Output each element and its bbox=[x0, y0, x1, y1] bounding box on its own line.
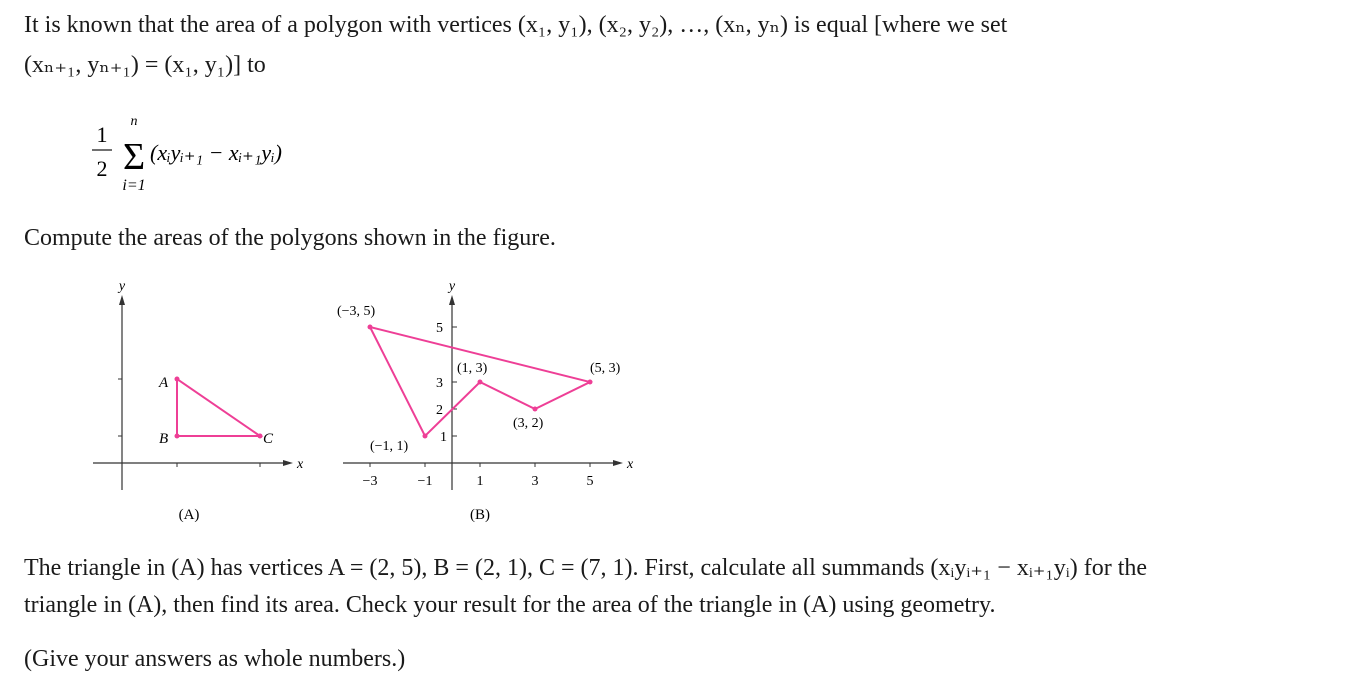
vertex-label: (1, 3) bbox=[457, 361, 488, 376]
y-tick-label: 5 bbox=[436, 321, 443, 336]
vertex-point bbox=[533, 407, 538, 412]
x-tick-label: 5 bbox=[586, 474, 594, 489]
intro-line-2: (xₙ₊₁, yₙ₊₁) = (x₁, y₁)] to bbox=[24, 52, 266, 78]
x-tick-label: 1 bbox=[476, 474, 484, 489]
fig-a-y-arrow bbox=[119, 295, 125, 305]
vertex-point bbox=[368, 325, 373, 330]
vertex-point bbox=[423, 434, 428, 439]
label-c: C bbox=[263, 431, 274, 447]
fig-b-x-arrow bbox=[613, 460, 623, 466]
area-formula bbox=[90, 112, 370, 202]
sum-body: (xᵢyᵢ₊₁ − xᵢ₊₁yᵢ) bbox=[150, 140, 282, 165]
caption-b: (B) bbox=[470, 507, 490, 523]
x-tick-label: −3 bbox=[362, 474, 378, 489]
fig-a-x-arrow bbox=[283, 460, 293, 466]
point-a bbox=[175, 377, 180, 382]
vertex-point bbox=[588, 380, 593, 385]
y-tick-label: 3 bbox=[436, 376, 443, 391]
vertex-label: (5, 3) bbox=[590, 361, 621, 376]
sum-upper-limit: n bbox=[130, 114, 138, 129]
figure-a bbox=[93, 279, 304, 523]
fig-b-x-label: x bbox=[627, 457, 634, 472]
fig-a-y-label: y bbox=[118, 279, 126, 294]
triangle-abc bbox=[177, 379, 260, 436]
fraction-denominator: 2 bbox=[96, 156, 108, 181]
fig-b-y-arrow bbox=[449, 295, 455, 305]
point-b bbox=[175, 434, 180, 439]
label-b: B bbox=[159, 431, 169, 447]
fig-a-x-label: x bbox=[297, 457, 304, 472]
intro-line-1: It is known that the area of a polygon with vertices (x₁, y₁), (x₂, y₂), …, (xₙ, yₙ) is equal [where we set bbox=[24, 12, 1008, 38]
figure-b bbox=[337, 279, 634, 523]
question-line-2: triangle in (A), then find its area. Check your result for the area of the triangle in (A) using geometry. bbox=[24, 592, 996, 618]
vertex-label: (3, 2) bbox=[513, 416, 544, 431]
sigma-symbol: Σ bbox=[122, 136, 146, 178]
answer-note: (Give your answers as whole numbers.) bbox=[24, 646, 406, 672]
vertex-point bbox=[478, 380, 483, 385]
polygon-figure bbox=[85, 275, 645, 530]
label-a: A bbox=[159, 375, 169, 391]
prompt-text: Compute the areas of the polygons shown in the figure. bbox=[24, 225, 556, 251]
fraction-numerator: 1 bbox=[96, 122, 108, 147]
y-tick-label: 2 bbox=[436, 403, 443, 418]
x-tick-label: −1 bbox=[417, 474, 433, 489]
question-line-1: The triangle in (A) has vertices A = (2, 5), B = (2, 1), C = (7, 1). First, calculate all summands (xᵢyᵢ₊₁ − xᵢ₊₁yᵢ) for the bbox=[24, 555, 1148, 581]
fig-b-y-label: y bbox=[448, 279, 456, 294]
point-c bbox=[258, 434, 263, 439]
y-tick-label: 1 bbox=[440, 430, 447, 445]
x-tick-label: 3 bbox=[531, 474, 539, 489]
caption-a: (A) bbox=[178, 507, 200, 523]
sum-lower-limit: i=1 bbox=[122, 177, 146, 194]
vertex-label: (−1, 1) bbox=[370, 439, 409, 454]
vertex-label: (−3, 5) bbox=[337, 304, 376, 319]
